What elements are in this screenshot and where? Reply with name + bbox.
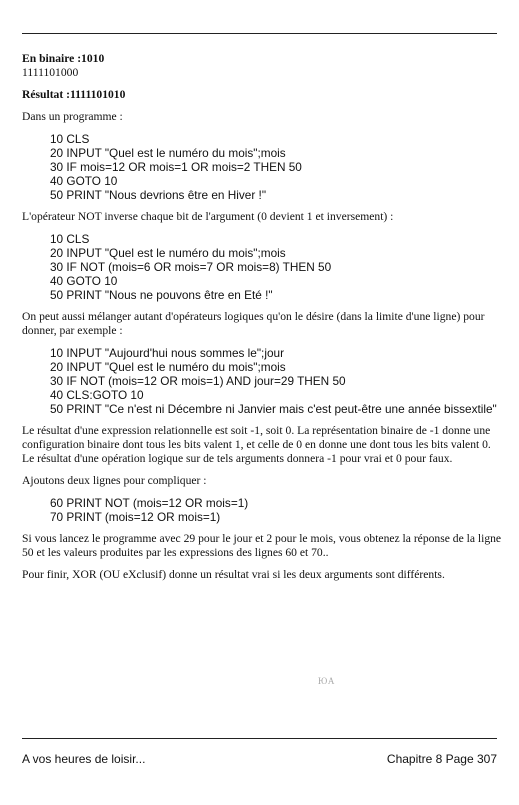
code-line: 10 CLS [50, 132, 90, 146]
intro-program: Dans un programme : [22, 110, 123, 123]
xor-text: Pour finir, XOR (OU eXclusif) donne un résultat vrai si les deux arguments sont différents. [22, 568, 445, 581]
code-block-1 [50, 132, 502, 202]
code-line: 20 INPUT "Quel est le numéro du mois";mois [50, 246, 286, 260]
code-line: 30 IF NOT (mois=6 OR mois=7 OR mois=8) THEN 50 [50, 260, 332, 274]
footer-book-title: A vos heures de loisir... [22, 752, 146, 766]
binary-result: Résultat :1111101010 [22, 88, 126, 101]
binary-block [22, 52, 502, 80]
code-line: 40 CLS:GOTO 10 [50, 388, 144, 402]
code-line: 30 IF NOT (mois=12 OR mois=1) AND jour=29 THEN 50 [50, 374, 346, 388]
code-line: 20 INPUT "Quel est le numéro du mois";mois [50, 360, 286, 374]
code-line: 20 INPUT "Quel est le numéro du mois";mois [50, 146, 286, 160]
binary-line-2: 1111101000 [22, 66, 79, 79]
code-line: 50 PRINT "Nous devrions être en Hiver !" [50, 188, 267, 202]
launch-program-text: Si vous lancez le programme avec 29 pour le jour et 2 pour le mois, vous obtenez la réponse de la ligne 50 et les valeurs produites par les expressions des lignes 60 et 70.. [22, 532, 502, 559]
page-content [22, 52, 502, 590]
faint-stamp-mark: ЮА [318, 676, 336, 686]
relational-result-text: Le résultat d'une expression relationnelle est soit -1, soit 0. La représentation binaire de -1 donne une configuration binaire dont tous les bits valent 1, et celle de 0 en donne une dont tous les bits valent 0. Le résultat d'une opération logique sur de tels arguments donnera -1 pour vrai et 0 pour faux. [22, 424, 491, 465]
code-line: 40 GOTO 10 [50, 274, 118, 288]
code-line: 50 PRINT "Nous ne pouvons être en Eté !" [50, 288, 273, 302]
mix-operators-text: On peut aussi mélanger autant d'opérateurs logiques qu'on le désire (dans la limite d'une ligne) pour donner, par exemple : [22, 310, 485, 337]
footer-rule [22, 738, 497, 739]
code-block-2 [50, 232, 502, 302]
code-line: 60 PRINT NOT (mois=12 OR mois=1) [50, 496, 249, 510]
code-block-3 [50, 346, 502, 416]
footer-chapter-page: Chapitre 8 Page 307 [386, 752, 497, 766]
code-line: 40 GOTO 10 [50, 174, 118, 188]
code-line: 50 PRINT "Ce n'est ni Décembre ni Janvier mais c'est peut-être une année bissextile" [50, 402, 497, 416]
page-footer [22, 752, 497, 766]
add-lines-text: Ajoutons deux lignes pour compliquer : [22, 474, 207, 487]
code-block-4 [50, 496, 502, 524]
header-rule [22, 33, 497, 34]
code-line: 10 CLS [50, 232, 90, 246]
code-line: 10 INPUT "Aujourd'hui nous sommes le";jour [50, 346, 285, 360]
code-line: 70 PRINT (mois=12 OR mois=1) [50, 510, 221, 524]
not-operator-text: L'opérateur NOT inverse chaque bit de l'argument (0 devient 1 et inversement) : [22, 210, 394, 223]
code-line: 30 IF mois=12 OR mois=1 OR mois=2 THEN 50 [50, 160, 302, 174]
binary-line-1: En binaire :1010 [22, 52, 105, 65]
